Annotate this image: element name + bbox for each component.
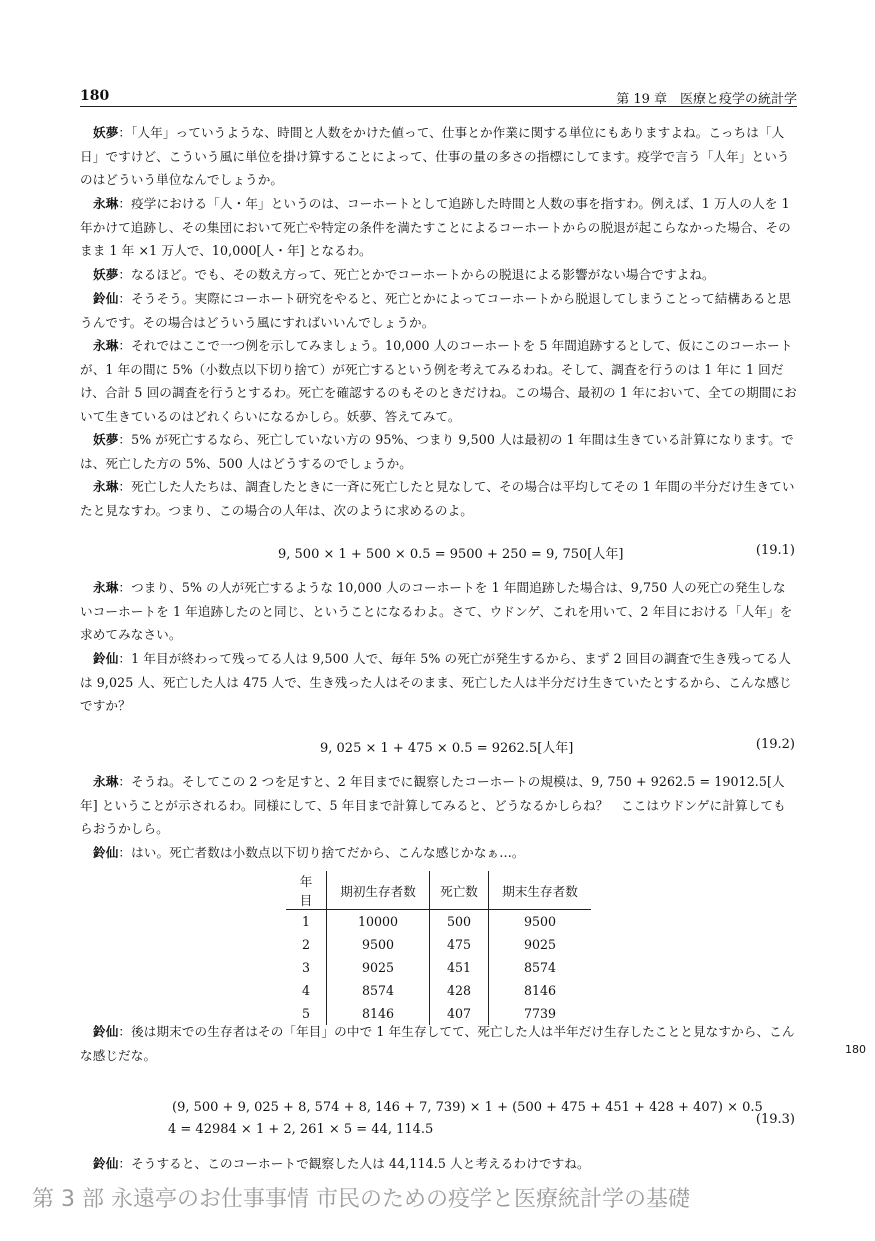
table-cell: 8146 [327,1002,430,1025]
paragraph-text: ：5% が死亡するなら、死亡していない方の 95%、つまり 9,500 人は最初の 1 年間は生きている計算になります。では、死亡した方の 5%、500 人はどうするのでしょうか。 [80,432,794,471]
paragraph-text: ：そうすると、このコーホートで観察した人は 44,114.5 人と考えるわけですね。 [118,1156,590,1171]
table-cell: 9500 [523,914,557,929]
speaker-name: 鈴仙 [93,291,119,306]
paragraph-text: ：なるほど。でも、その数え方って、死亡とかでコーホートからの脱退による影響がない場合ですよね。 [118,267,715,282]
table-cell: 8574 [327,979,430,1002]
paragraph [80,121,797,192]
equation-19-3-line1: (9, 500 + 9, 025 + 8, 574 + 8, 146 + 7, 739) × 1 + (500 + 475 + 451 + 428 + 407) × 0.5 [172,1100,763,1115]
table-cell: 9025 [327,956,430,979]
paragraph-text: ：つまり、5% の人が死亡するような 10,000 人のコーホートを 1 年間追跡した場合は、9,750 人の死亡の発生しないコーホートを 1 年追跡したのと同じ、ということになるわよ。さて、ウドンゲ、これを用いて、2 年目における「人年」を求めてみなさい。 [80,580,793,642]
table-cell: 407 [430,1002,489,1025]
equation-19-3-line2: 4 = 42984 × 1 + 2, 261 × 5 = 44, 114.5 [168,1122,434,1137]
table-cell: 3 [286,956,327,979]
paragraph [80,841,797,865]
speaker-name: 鈴仙 [93,1024,119,1039]
table-cell: 5 [286,1002,327,1025]
table-row [286,910,591,934]
speaker-name: 妖夢 [93,432,119,447]
speaker-name: 永琳 [93,479,119,494]
paragraph-text: ：疫学における「人・年」というのは、コーホートとして追跡した時間と人数の事を指すわ。例えば、1 万人の人を 1 年かけて追跡し、その集団において死亡や特定の条件を満たすことによるコーホートからの脱退が起こらなかった場合、そのまま 1 年 ×1 万人で、10,000[人・年] となるわ。 [80,196,791,258]
table-cell: 451 [430,956,489,979]
table-row [286,933,591,956]
equation-19-1: 9, 500 × 1 + 500 × 0.5 = 9500 + 250 = 9, 750[人年] [278,547,624,562]
column-header: 期末生存者数 [489,871,592,910]
speaker-name: 永琳 [93,338,119,353]
table-row [286,956,591,979]
column-header: 期初生存者数 [327,871,430,910]
chapter-title: 第 19 章 医療と疫学の統計学 [616,92,797,107]
survival-table [286,871,591,1025]
speaker-name: 妖夢 [93,267,119,282]
table-header-row [286,871,591,910]
paragraph [80,263,797,287]
paragraph [80,576,797,647]
paragraph-text: ：そうそう。実際にコーホート研究をやると、死亡とかによってコーホートから脱退してしまうことって結構あると思うんです。その場合はどういう風にすればいいんでしょうか。 [80,291,791,330]
paragraph [80,334,797,428]
equation-number: (19.1) [755,543,795,558]
paragraph-text: ：1 年目が終わって残ってる人は 9,500 人で、毎年 5% の死亡が発生するから、まず 2 回目の調査で生き残ってる人は 9,025 人、死亡した人は 475 人で、生き残った人はそのまま、死亡した人は半分だけ生きていたとするから、こんな感じですか？ [80,651,792,713]
equation-number: (19.3) [755,1112,795,1127]
paragraph [80,428,797,475]
paragraph-text: ：「人年」っていうような、時間と人数をかけた値って、仕事とか作業に関する単位にもありますよね。こっちは「人日」ですけど、こういう風に単位を掛け算することによって、仕事の量の多さの指標にしてます。疫学で言う「人年」というのはどういう単位なんでしょうか。 [80,125,790,187]
paragraph-text: ：後は期末での生存者はその「年目」の中で 1 年生存してて、死亡した人は半年だけ生存したことと見なすから、こんな感じだな。 [80,1024,795,1063]
page-header [80,88,797,107]
speaker-name: 永琳 [93,196,119,211]
column-header: 年目 [286,871,327,910]
equation-number: (19.2) [755,737,795,752]
equation-19-2: 9, 025 × 1 + 475 × 0.5 = 9262.5[人年] [320,741,574,756]
speaker-name: 鈴仙 [93,845,119,860]
table-cell: 428 [430,979,489,1002]
table-cell: 4 [286,979,327,1002]
paragraph [80,647,797,718]
table-row [286,979,591,1002]
paragraph-text: ：死亡した人たちは、調査したときに一斉に死亡したと見なして、その場合は平均してその 1 年間の半分だけ生きていたと見なすわ。つまり、この場合の人年は、次のように求めるのよ。 [80,479,795,518]
paragraph [80,475,797,522]
paragraph-text: ：そうね。そしてこの 2 つを足すと、2 年目までに観察したコーホートの規模は、9, 750 + 9262.5 = 19012.5[人年] ということが示されるわ。同様にして、5 年目まで計算してみると、どうなるかしらね？ ここはウドンゲに計算してもらおうかしら。 [80,774,786,836]
side-page-number: 180 [845,1043,866,1056]
paragraph-text: ：はい。死亡者数は小数点以下切り捨てだから、こんな感じかなぁ…。 [118,845,525,860]
speaker-name: 永琳 [93,774,119,789]
paragraph [80,287,797,334]
table-cell: 8146 [523,983,557,998]
table-cell: 9025 [523,937,557,952]
table-cell: 500 [430,910,489,934]
table-cell: 1 [286,910,327,934]
paragraph [80,192,797,263]
page-number: 180 [80,88,110,104]
paragraph [80,1152,797,1176]
paragraph [80,1020,797,1067]
table-cell: 7739 [523,1006,557,1021]
table-cell: 2 [286,933,327,956]
table-cell: 10000 [327,910,430,934]
paragraph-text: ：それではここで一つ例を示してみましょう。10,000 人のコーホートを 5 年間追跡するとして、仮にこのコーホートが、1 年の間に 5%（小数点以下切り捨て）が死亡するという例を考えてみるわね。そして、調査を行うのは 1 年に 1 回だけ、合計 5 回の調査を行うとするわ。死亡を確認するのもそのときだけね。この場合、最初の 1 年において、全ての期間において生きているのはどれくらいになるかしら。妖夢、答えてみて。 [80,338,797,424]
table-cell: 8574 [523,960,557,975]
speaker-name: 妖夢 [93,125,119,140]
table-cell: 475 [430,933,489,956]
speaker-name: 鈴仙 [93,1156,119,1171]
paragraph [80,770,797,841]
speaker-name: 永琳 [93,580,119,595]
speaker-name: 鈴仙 [93,651,119,666]
table-cell: 9500 [327,933,430,956]
column-header: 死亡数 [430,871,489,910]
book-footer: 第 3 部 永遠亭のお仕事事情 市民のための疫学と医療統計学の基礎 [32,1187,690,1212]
